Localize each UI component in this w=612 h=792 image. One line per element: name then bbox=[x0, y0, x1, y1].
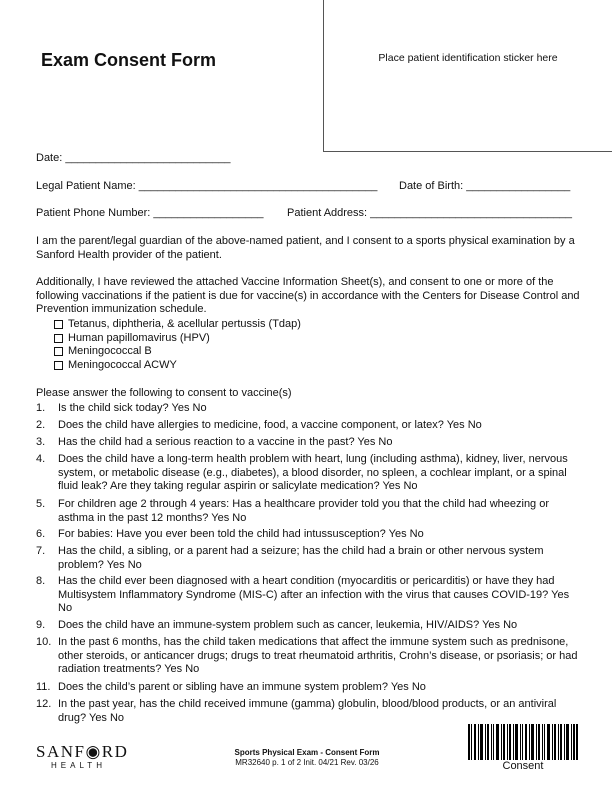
date-field[interactable]: Date: ___________________________ bbox=[36, 152, 231, 164]
question-item: 12. In the past year, has the child received immune (gamma) globulin, blood/blood products, or an antiviral drug? Yes No bbox=[36, 698, 557, 724]
question-item: 7. Has the child, a sibling, or a parent had a seizure; has the child had a brain or other nervous system problem? Yes No bbox=[36, 545, 544, 571]
checkbox-icon[interactable] bbox=[54, 361, 63, 370]
question-item: 6. For babies: Have you ever been told the child had intussusception? Yes No bbox=[36, 528, 424, 540]
vaccine-paragraph: Additionally, I have reviewed the attached Vaccine Information Sheet(s), and consent to one or more of the following vaccinations if the patient is due for vaccine(s) in accordance with the Centers for Disease Control and Prevention immunization schedule. bbox=[36, 276, 580, 315]
form-title: Exam Consent Form bbox=[41, 50, 217, 70]
question-item: 1. Is the child sick today? Yes No bbox=[36, 402, 207, 414]
footer-info: Sports Physical Exam - Consent Form MR32640 p. 1 of 2 Init. 04/21 Rev. 03/26 bbox=[234, 748, 380, 767]
question-item: 3. Has the child had a serious reaction to a vaccine in the past? Yes No bbox=[36, 436, 393, 448]
consent-paragraph: I am the parent/legal guardian of the above-named patient, and I consent to a sports physical examination by a Sanford Health provider of the patient. bbox=[36, 235, 575, 261]
question-item: 8. Has the child ever been diagnosed with a heart condition (myocarditis or pericarditis) or have they had Multisystem Inflammatory Syndrome (MIS-C) after an infection with the virus that causes COVID-19? Yes No bbox=[36, 575, 570, 614]
question-item: 11. Does the child’s parent or sibling have an immune system problem? Yes No bbox=[36, 681, 426, 693]
phone-field[interactable]: Patient Phone Number: __________________ bbox=[36, 207, 264, 219]
question-item: 9. Does the child have an immune-system problem such as cancer, leukemia, HIV/AIDS? Yes No bbox=[36, 619, 518, 631]
vaccine-checklist bbox=[54, 318, 301, 372]
barcode-label: Consent bbox=[502, 760, 544, 772]
sticker-instructions: Place patient identification sticker here bbox=[378, 52, 558, 64]
sanford-health-logo: SANF◉RD HEALTH bbox=[36, 742, 129, 770]
question-item: 4. Does the child have a long-term health problem with heart, lung (including asthma), kidney, liver, nervous system, or metabolic disease (e.g., diabetes), a blood disorder, no spleen, a cochlear implant, or a spinal fluid leak? Are they taking regular aspirin or salicylate medication? Yes No bbox=[36, 453, 568, 492]
checkbox-icon[interactable] bbox=[54, 347, 63, 356]
checkbox-icon[interactable] bbox=[54, 320, 63, 329]
dob-field[interactable]: Date of Birth: _________________ bbox=[399, 180, 571, 192]
barcode-icon bbox=[468, 724, 578, 760]
checkbox-icon[interactable] bbox=[54, 334, 63, 343]
vaccine-option[interactable]: Meningococcal B bbox=[54, 345, 301, 359]
vaccine-option[interactable]: Meningococcal ACWY bbox=[54, 359, 301, 373]
address-field[interactable]: Patient Address: _________________________________ bbox=[287, 207, 573, 219]
question-item: 5. For children age 2 through 4 years: Has a healthcare provider told you that the child had wheezing or asthma in the past 12 months? Yes No bbox=[36, 498, 550, 524]
question-item: 2. Does the child have allergies to medicine, food, a vaccine component, or latex? Yes No bbox=[36, 419, 482, 431]
question-item: 10. In the past 6 months, has the child taken medications that affect the immune system such as prednisone, other steroids, or anticancer drugs; drugs to treat rheumatoid arthritis, Crohn’s disease, or psoriasis; or had radiation treatments? Yes No bbox=[36, 636, 578, 675]
legal-name-field[interactable]: Legal Patient Name: _______________________________________ bbox=[36, 180, 378, 192]
vaccine-option[interactable]: Tetanus, diphtheria, & acellular pertussis (Tdap) bbox=[54, 318, 301, 332]
vaccine-option[interactable]: Human papillomavirus (HPV) bbox=[54, 332, 301, 346]
sticker-box bbox=[323, 0, 612, 152]
questions-intro: Please answer the following to consent to vaccine(s) bbox=[36, 387, 292, 399]
